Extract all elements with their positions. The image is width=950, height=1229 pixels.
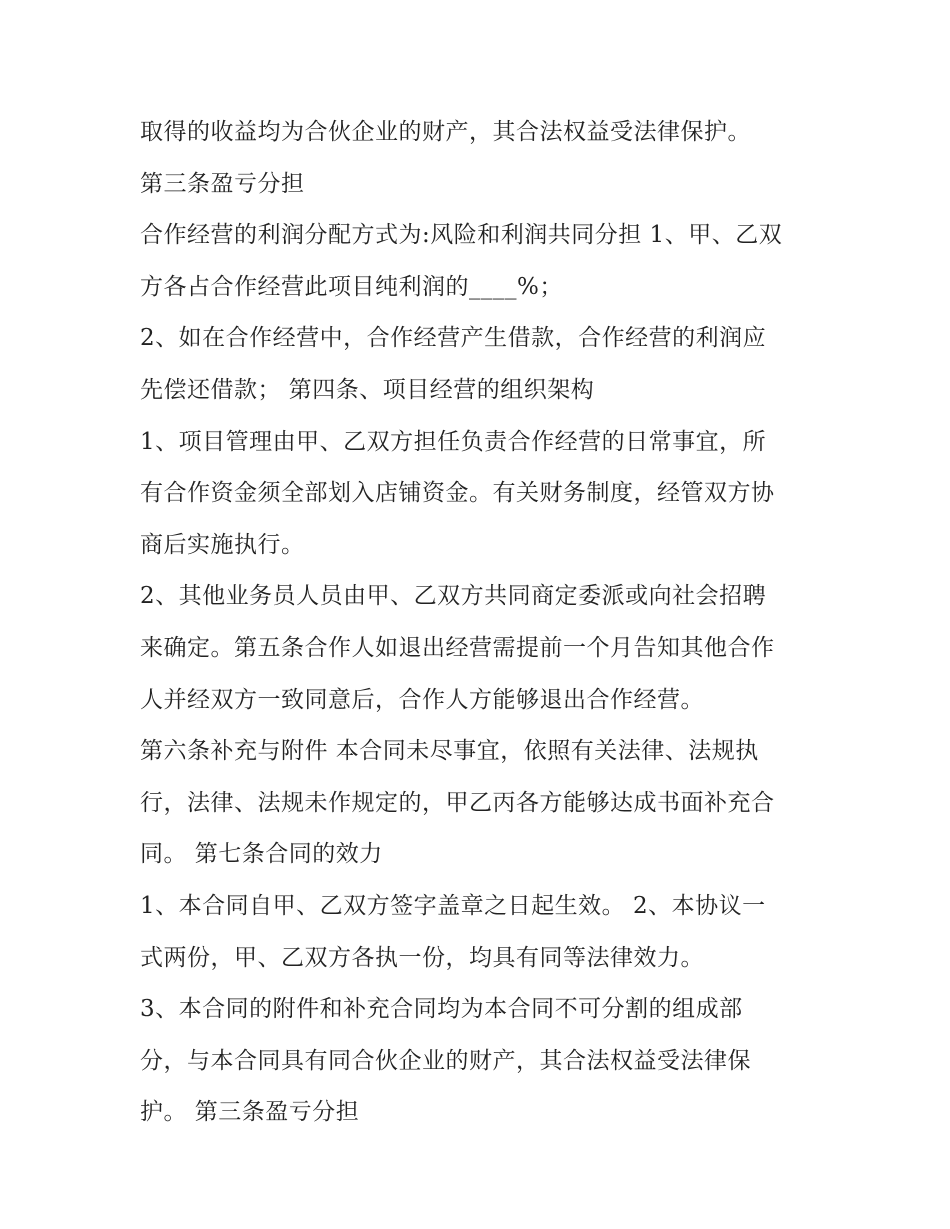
text-line: 3、本合同的附件和补充合同均为本合同不可分割的组成部 xyxy=(140,996,743,1023)
text-line: 方各占合作经营此项目纯利润的____%； xyxy=(140,273,563,300)
text-line: 商后实施执行。 xyxy=(140,531,305,558)
text-line: 1、项目管理由甲、乙双方担任负责合作经营的日常事宜，所 xyxy=(140,428,767,455)
text-line: 式两份，甲、乙双方各执一份，均具有同等法律效力。 xyxy=(140,944,704,971)
text-line: 合作经营的利润分配方式为:风险和利润共同分担 1、甲、乙双 xyxy=(140,222,783,249)
document-body xyxy=(140,107,830,1139)
text-line: 来确定。第五条合作人如退出经营需提前一个月告知其他合作 xyxy=(140,634,775,661)
text-line: 有合作资金须全部划入店铺资金。有关财务制度，经管双方协 xyxy=(140,480,775,507)
text-line: 第六条补充与附件 本合同未尽事宜，依照有关法律、法规执 xyxy=(140,738,759,765)
text-line: 取得的收益均为合伙企业的财产，其合法权益受法律保护。 xyxy=(140,119,751,145)
text-line: 2、如在合作经营中，合作经营产生借款，合作经营的利润应 xyxy=(140,325,767,352)
text-line: 行，法律、法规未作规定的，甲乙丙各方能够达成书面补充合 xyxy=(140,789,775,816)
text-line: 护。 第三条盈亏分担 xyxy=(140,1099,360,1126)
text-line: 先偿还借款； 第四条、项目经营的组织架构 xyxy=(140,376,595,403)
text-line: 1、本合同自甲、乙双方签字盖章之日起生效。 2、本协议一 xyxy=(140,892,766,919)
text-line: 人并经双方一致同意后，合作人方能够退出合作经营。 xyxy=(140,686,704,713)
text-line: 分，与本合同具有同合伙企业的财产，其合法权益受法律保 xyxy=(140,1047,751,1074)
section-heading: 第三条盈亏分担 xyxy=(140,170,305,197)
text-line: 同。 第七条合同的效力 xyxy=(140,841,383,868)
text-line: 2、其他业务员人员由甲、乙双方共同商定委派或向社会招聘 xyxy=(140,583,767,610)
